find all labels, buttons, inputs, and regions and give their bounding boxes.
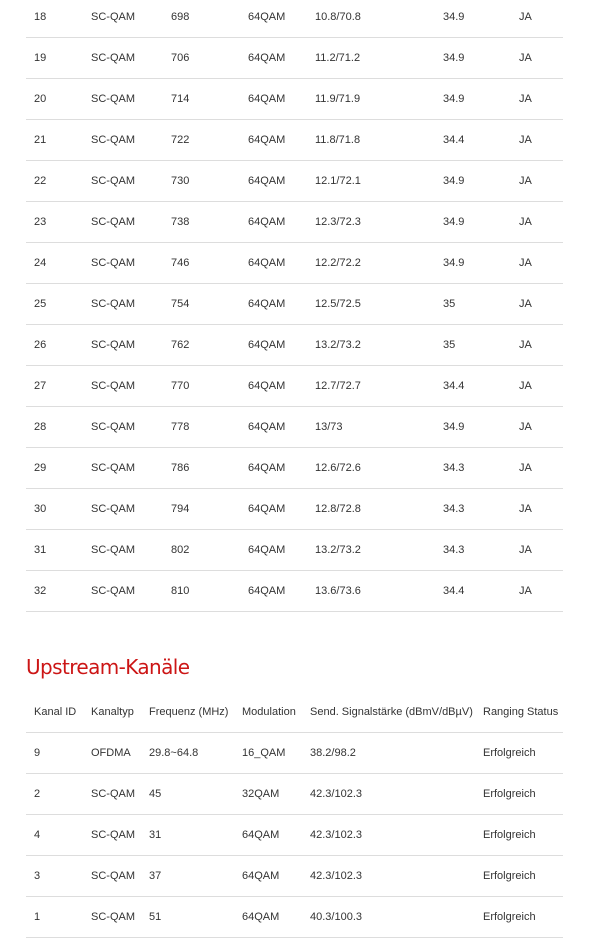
modulation-cell: 64QAM <box>248 407 315 448</box>
channel-id-cell: 18 <box>26 0 91 38</box>
power-level-cell: 12.3/72.3 <box>315 202 443 243</box>
channel-id-cell: 20 <box>26 79 91 120</box>
modulation-cell: 64QAM <box>248 38 315 79</box>
power-level-cell: 42.3/102.3 <box>310 856 483 897</box>
frequency-cell: 37 <box>149 856 242 897</box>
locked-status-cell: JA <box>519 530 563 571</box>
power-level-cell: 42.3/102.3 <box>310 815 483 856</box>
power-level-cell: 38.2/98.2 <box>310 733 483 774</box>
frequency-cell: 746 <box>171 243 248 284</box>
snr-cell: 34.3 <box>443 448 519 489</box>
channel-id-cell: 24 <box>26 243 91 284</box>
power-level-cell: 11.8/71.8 <box>315 120 443 161</box>
modulation-cell: 64QAM <box>248 489 315 530</box>
table-row <box>26 489 563 530</box>
modulation-cell: 64QAM <box>248 79 315 120</box>
frequency-cell: 778 <box>171 407 248 448</box>
channel-type-cell: SC-QAM <box>91 38 171 79</box>
channel-type-cell: OFDMA <box>91 733 149 774</box>
channel-id-cell: 9 <box>26 733 91 774</box>
snr-cell: 34.9 <box>443 161 519 202</box>
power-level-cell: 12.6/72.6 <box>315 448 443 489</box>
snr-cell: 34.3 <box>443 530 519 571</box>
modulation-cell: 64QAM <box>242 815 310 856</box>
channel-id-cell: 21 <box>26 120 91 161</box>
table-row <box>26 897 563 938</box>
upstream-section-title: Upstream-Kanäle <box>26 655 190 679</box>
power-level-cell: 13.2/73.2 <box>315 325 443 366</box>
channel-id-cell: 1 <box>26 897 91 938</box>
channel-type-cell: SC-QAM <box>91 489 171 530</box>
locked-status-cell: JA <box>519 161 563 202</box>
column-header-power: Send. Signalstärke (dBmV/dBµV) <box>310 692 483 733</box>
upstream-channel-table <box>26 692 563 938</box>
frequency-cell: 738 <box>171 202 248 243</box>
power-level-cell: 13.6/73.6 <box>315 571 443 612</box>
power-level-cell: 13/73 <box>315 407 443 448</box>
channel-id-cell: 19 <box>26 38 91 79</box>
frequency-cell: 698 <box>171 0 248 38</box>
locked-status-cell: JA <box>519 243 563 284</box>
downstream-table-body <box>26 0 563 612</box>
table-row <box>26 243 563 284</box>
ranging-status-cell: Erfolgreich <box>483 856 563 897</box>
header-row <box>26 692 563 733</box>
snr-cell: 34.9 <box>443 202 519 243</box>
column-header-ranging-status: Ranging Status <box>483 692 563 733</box>
modulation-cell: 32QAM <box>242 774 310 815</box>
ranging-status-cell: Erfolgreich <box>483 774 563 815</box>
channel-type-cell: SC-QAM <box>91 856 149 897</box>
channel-type-cell: SC-QAM <box>91 366 171 407</box>
channel-id-cell: 28 <box>26 407 91 448</box>
locked-status-cell: JA <box>519 202 563 243</box>
table-row <box>26 407 563 448</box>
modulation-cell: 64QAM <box>248 571 315 612</box>
table-row <box>26 815 563 856</box>
power-level-cell: 12.2/72.2 <box>315 243 443 284</box>
frequency-cell: 810 <box>171 571 248 612</box>
modulation-cell: 64QAM <box>248 120 315 161</box>
channel-id-cell: 31 <box>26 530 91 571</box>
ranging-status-cell: Erfolgreich <box>483 815 563 856</box>
modulation-cell: 64QAM <box>248 448 315 489</box>
table-row <box>26 325 563 366</box>
frequency-cell: 770 <box>171 366 248 407</box>
table-row <box>26 202 563 243</box>
channel-id-cell: 4 <box>26 815 91 856</box>
frequency-cell: 754 <box>171 284 248 325</box>
channel-id-cell: 25 <box>26 284 91 325</box>
ranging-status-cell: Erfolgreich <box>483 897 563 938</box>
power-level-cell: 10.8/70.8 <box>315 0 443 38</box>
column-header-modulation: Modulation <box>242 692 310 733</box>
frequency-cell: 722 <box>171 120 248 161</box>
table-row <box>26 284 563 325</box>
channel-type-cell: SC-QAM <box>91 79 171 120</box>
channel-id-cell: 29 <box>26 448 91 489</box>
frequency-cell: 714 <box>171 79 248 120</box>
locked-status-cell: JA <box>519 571 563 612</box>
modulation-cell: 64QAM <box>248 284 315 325</box>
snr-cell: 34.9 <box>443 407 519 448</box>
frequency-cell: 706 <box>171 38 248 79</box>
table-row <box>26 733 563 774</box>
channel-type-cell: SC-QAM <box>91 448 171 489</box>
modulation-cell: 64QAM <box>248 161 315 202</box>
modulation-cell: 64QAM <box>248 366 315 407</box>
channel-id-cell: 27 <box>26 366 91 407</box>
modulation-cell: 64QAM <box>248 530 315 571</box>
table-row <box>26 366 563 407</box>
snr-cell: 34.9 <box>443 79 519 120</box>
locked-status-cell: JA <box>519 284 563 325</box>
table-row <box>26 448 563 489</box>
frequency-cell: 786 <box>171 448 248 489</box>
channel-type-cell: SC-QAM <box>91 530 171 571</box>
modulation-cell: 64QAM <box>242 856 310 897</box>
modulation-cell: 64QAM <box>248 202 315 243</box>
power-level-cell: 12.1/72.1 <box>315 161 443 202</box>
snr-cell: 34.9 <box>443 38 519 79</box>
ranging-status-cell: Erfolgreich <box>483 733 563 774</box>
locked-status-cell: JA <box>519 407 563 448</box>
table-row <box>26 120 563 161</box>
snr-cell: 34.4 <box>443 366 519 407</box>
table-row <box>26 571 563 612</box>
snr-cell: 34.3 <box>443 489 519 530</box>
frequency-cell: 762 <box>171 325 248 366</box>
locked-status-cell: JA <box>519 489 563 530</box>
table-row <box>26 161 563 202</box>
table-row <box>26 774 563 815</box>
channel-id-cell: 32 <box>26 571 91 612</box>
snr-cell: 34.4 <box>443 120 519 161</box>
column-header-frequency: Frequenz (MHz) <box>149 692 242 733</box>
channel-id-cell: 23 <box>26 202 91 243</box>
table-row <box>26 856 563 897</box>
channel-type-cell: SC-QAM <box>91 243 171 284</box>
channel-type-cell: SC-QAM <box>91 120 171 161</box>
upstream-table-header <box>26 692 563 733</box>
modulation-cell: 64QAM <box>242 897 310 938</box>
channel-type-cell: SC-QAM <box>91 161 171 202</box>
snr-cell: 34.9 <box>443 243 519 284</box>
modulation-cell: 64QAM <box>248 325 315 366</box>
downstream-channel-table <box>26 0 563 612</box>
power-level-cell: 11.2/71.2 <box>315 38 443 79</box>
locked-status-cell: JA <box>519 0 563 38</box>
frequency-cell: 29.8~64.8 <box>149 733 242 774</box>
channel-type-cell: SC-QAM <box>91 0 171 38</box>
frequency-cell: 802 <box>171 530 248 571</box>
power-level-cell: 40.3/100.3 <box>310 897 483 938</box>
table-row <box>26 38 563 79</box>
channel-id-cell: 26 <box>26 325 91 366</box>
power-level-cell: 42.3/102.3 <box>310 774 483 815</box>
channel-type-cell: SC-QAM <box>91 284 171 325</box>
channel-type-cell: SC-QAM <box>91 774 149 815</box>
channel-id-cell: 3 <box>26 856 91 897</box>
locked-status-cell: JA <box>519 366 563 407</box>
channel-id-cell: 30 <box>26 489 91 530</box>
snr-cell: 34.9 <box>443 0 519 38</box>
frequency-cell: 794 <box>171 489 248 530</box>
power-level-cell: 13.2/73.2 <box>315 530 443 571</box>
channel-id-cell: 2 <box>26 774 91 815</box>
locked-status-cell: JA <box>519 38 563 79</box>
table-row <box>26 0 563 38</box>
locked-status-cell: JA <box>519 120 563 161</box>
upstream-table-body <box>26 733 563 938</box>
frequency-cell: 730 <box>171 161 248 202</box>
channel-type-cell: SC-QAM <box>91 571 171 612</box>
frequency-cell: 31 <box>149 815 242 856</box>
column-header-channel-id: Kanal ID <box>26 692 91 733</box>
channel-type-cell: SC-QAM <box>91 897 149 938</box>
modulation-cell: 16_QAM <box>242 733 310 774</box>
power-level-cell: 11.9/71.9 <box>315 79 443 120</box>
snr-cell: 35 <box>443 325 519 366</box>
modulation-cell: 64QAM <box>248 0 315 38</box>
locked-status-cell: JA <box>519 448 563 489</box>
table-row <box>26 530 563 571</box>
power-level-cell: 12.7/72.7 <box>315 366 443 407</box>
table-row <box>26 79 563 120</box>
modulation-cell: 64QAM <box>248 243 315 284</box>
channel-type-cell: SC-QAM <box>91 407 171 448</box>
locked-status-cell: JA <box>519 79 563 120</box>
power-level-cell: 12.5/72.5 <box>315 284 443 325</box>
column-header-channel-type: Kanaltyp <box>91 692 149 733</box>
channel-type-cell: SC-QAM <box>91 815 149 856</box>
channel-type-cell: SC-QAM <box>91 202 171 243</box>
channel-id-cell: 22 <box>26 161 91 202</box>
snr-cell: 35 <box>443 284 519 325</box>
frequency-cell: 51 <box>149 897 242 938</box>
power-level-cell: 12.8/72.8 <box>315 489 443 530</box>
frequency-cell: 45 <box>149 774 242 815</box>
channel-type-cell: SC-QAM <box>91 325 171 366</box>
locked-status-cell: JA <box>519 325 563 366</box>
snr-cell: 34.4 <box>443 571 519 612</box>
